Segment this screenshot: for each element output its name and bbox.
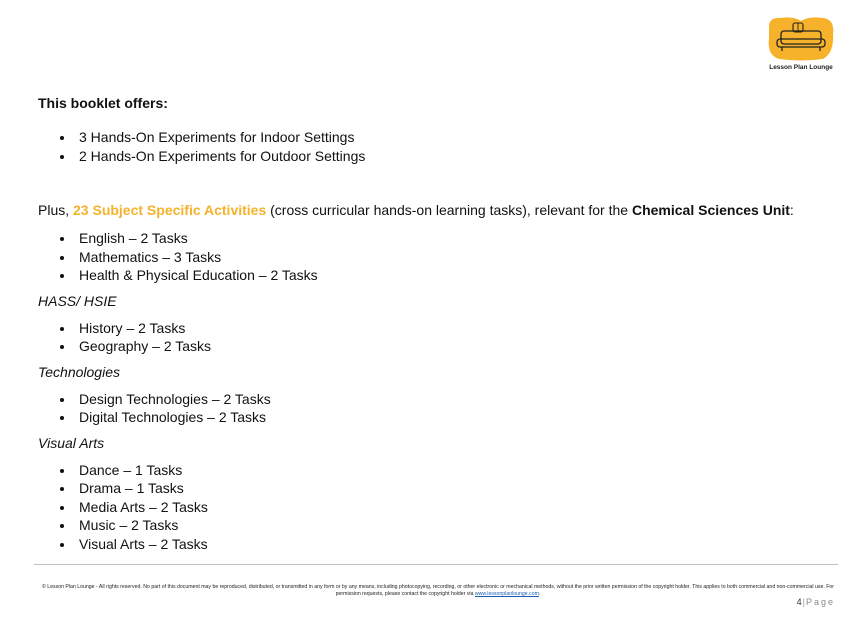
- list-item: Design Technologies – 2 Tasks: [38, 390, 828, 409]
- plus-suffix: :: [789, 202, 794, 218]
- page-number: [797, 597, 835, 607]
- unit-name: Chemical Sciences Unit: [631, 202, 790, 218]
- hass-list: [38, 319, 828, 356]
- category-title-arts: Visual Arts: [38, 434, 105, 451]
- list-item: Visual Arts – 2 Tasks: [38, 535, 828, 554]
- list-item: Health & Physical Education – 2 Tasks: [38, 266, 828, 285]
- footer-divider: [34, 564, 838, 565]
- plus-paragraph: [38, 202, 828, 219]
- plus-middle: (cross curricular hands-on learning tasks), relevant for the: [266, 202, 632, 218]
- list-item: Music – 2 Tasks: [38, 516, 828, 535]
- list-item: Media Arts – 2 Tasks: [38, 498, 828, 517]
- offers-list: [38, 128, 828, 165]
- copyright-text: © Lesson Plan Lounge - All rights reserved. No part of this document may be reproduced, distributed, or transmitted in any form or by any means, including photocopying, recording, or other electronic or mechanical methods, without the prior written permission of the copyright holder. This applies to both commercial and non-commercial use. For permission requests, please contact the copyright holder via: [41, 584, 835, 597]
- plus-prefix: Plus,: [38, 202, 74, 218]
- logo-text: Lesson Plan Lounge: [769, 64, 833, 71]
- category-title-technologies: Technologies: [38, 363, 120, 380]
- list-item: Digital Technologies – 2 Tasks: [38, 408, 828, 427]
- arts-list: [38, 461, 828, 554]
- list-item: English – 2 Tasks: [38, 229, 828, 248]
- page-number-value: 4: [796, 597, 802, 607]
- category-title-hass: HASS/ HSIE: [38, 292, 117, 309]
- sofa-logo-icon: [767, 17, 835, 61]
- list-item: 2 Hands-On Experiments for Outdoor Settings: [38, 147, 828, 166]
- main-content: [38, 95, 828, 553]
- list-item: History – 2 Tasks: [38, 319, 828, 338]
- copyright-suffix: .: [538, 591, 541, 597]
- copyright-link[interactable]: www.lessonplanlounge.com: [474, 591, 539, 597]
- list-item: Dance – 1 Tasks: [38, 461, 828, 480]
- list-item: Drama – 1 Tasks: [38, 479, 828, 498]
- logo: [764, 17, 838, 75]
- activities-highlight: 23 Subject Specific Activities: [73, 202, 267, 218]
- page-label: Page: [805, 597, 835, 607]
- page-separator: |: [802, 597, 805, 607]
- copyright-footer: [38, 584, 838, 598]
- technologies-list: [38, 390, 828, 427]
- general-subjects-list: [38, 229, 828, 285]
- list-item: 3 Hands-On Experiments for Indoor Settings: [38, 128, 828, 147]
- booklet-heading: This booklet offers:: [38, 95, 168, 111]
- list-item: Mathematics – 3 Tasks: [38, 248, 828, 267]
- list-item: Geography – 2 Tasks: [38, 337, 828, 356]
